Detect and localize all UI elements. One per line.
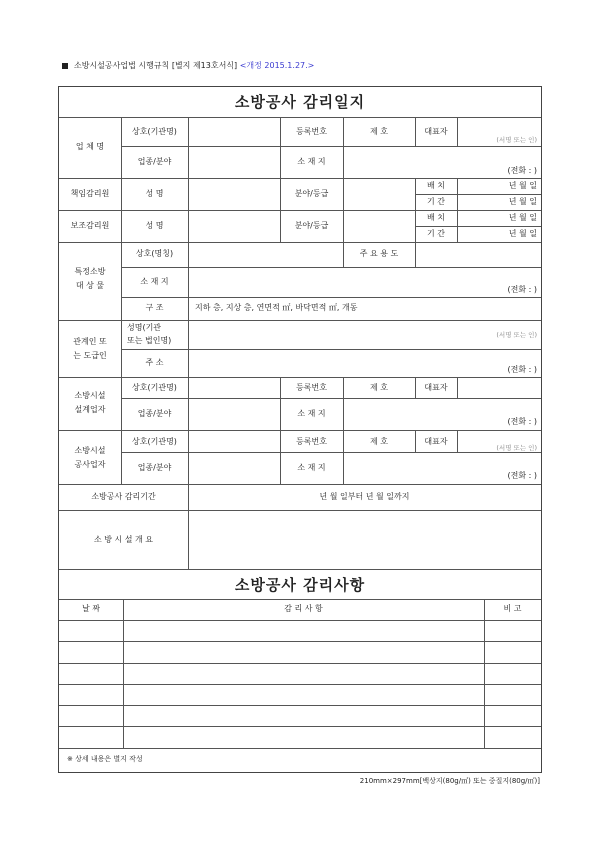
designer-type-label: 업종/분야 (137, 409, 172, 418)
designer-reg-value: 제 호 (370, 383, 388, 392)
rule (59, 684, 541, 685)
contractor-address-label: 소 재 지 (297, 157, 326, 166)
related-phone: (전화 : ) (507, 365, 537, 374)
rule (59, 242, 541, 243)
rule (59, 569, 541, 570)
rule (188, 377, 189, 484)
designer-reg-label: 등록번호 (296, 383, 327, 392)
rule (59, 620, 541, 621)
rule (121, 297, 541, 298)
rule (415, 226, 541, 227)
rule (59, 117, 541, 118)
rule (59, 641, 541, 642)
rule (59, 599, 541, 600)
form-title: 소방공사 감리일지 (234, 93, 366, 111)
inspection-period-value: 년 월 일부터 년 월 일까지 (319, 492, 410, 501)
inspection-period-label: 소방공사 감리기간 (91, 492, 156, 501)
chief-period-label: 기 간 (427, 197, 445, 206)
designer-label-line2: 설계업자 (74, 405, 106, 414)
related-label-line2: 는 도급인 (73, 351, 107, 360)
contractor-phone: (전화 : ) (507, 166, 537, 175)
rule (415, 242, 416, 267)
rule (59, 726, 541, 727)
constructor-reg-value: 제 호 (370, 437, 388, 446)
contractor-type-label: 업종/분야 (137, 157, 172, 166)
rule (188, 242, 189, 267)
target-name-label: 상호(명칭) (135, 249, 174, 258)
target-label-line1: 특정소방 (74, 267, 106, 276)
rule (457, 377, 458, 398)
rule (188, 297, 189, 320)
chief-supervisor-label: 책임감리원 (70, 189, 110, 198)
designer-label-line1: 소방시설 (74, 391, 106, 400)
target-structure-value: 지하 층, 지상 층, 연면적 ㎡, 바닥면적 ㎡, 개동 (195, 303, 358, 312)
rule (121, 117, 122, 484)
rule (188, 117, 189, 242)
inspection-log-form (58, 86, 542, 773)
constructor-rep-label: 대표자 (424, 437, 448, 446)
rule (59, 320, 541, 321)
assistant-period-label: 기 간 (427, 229, 445, 238)
constructor-reg-label: 등록번호 (296, 437, 327, 446)
contractor-section-label: 업 체 명 (75, 142, 105, 151)
column-content-header: 감 리 사 항 (284, 604, 323, 613)
contractor-rep-label: 대표자 (424, 127, 448, 136)
inspection-items-title: 소방공사 감리사항 (234, 576, 366, 594)
assistant-name-label: 성 명 (145, 221, 164, 230)
assistant-period-date: 년 월 일 (508, 229, 537, 238)
rule (121, 267, 541, 268)
designer-phone: (전화 : ) (507, 417, 537, 426)
contractor-reg-value: 제 호 (370, 127, 388, 136)
chief-assign-label: 배 치 (427, 181, 445, 190)
chief-period-date: 년 월 일 (508, 197, 537, 206)
rule (123, 599, 124, 748)
designer-name-label: 상호(기관명) (132, 383, 177, 392)
rule (59, 178, 541, 179)
assistant-assign-date: 년 월 일 (508, 213, 537, 222)
rule (59, 210, 541, 211)
target-use-label: 주 요 용 도 (359, 249, 399, 258)
target-phone: (전화 : ) (507, 285, 537, 294)
form-header (62, 60, 314, 71)
related-sign-note: (서명 또는 인) (496, 331, 537, 339)
constructor-label-line1: 소방시설 (74, 446, 106, 455)
related-label-line1: 관계인 또 (73, 337, 107, 346)
rule (59, 430, 541, 431)
target-label-line2: 대 상 물 (75, 281, 105, 290)
rule (121, 349, 541, 350)
facility-overview-label: 소 방 시 설 개 요 (93, 535, 154, 544)
rule (59, 377, 541, 378)
constructor-sign-note: (서명 또는 인) (496, 444, 537, 452)
contractor-sign-note: (서명 또는 인) (496, 136, 537, 144)
designer-rep-label: 대표자 (424, 383, 448, 392)
assistant-assign-label: 배 치 (427, 213, 445, 222)
column-date-header: 날 짜 (82, 604, 100, 613)
square-bullet-icon (62, 63, 68, 69)
rule (59, 663, 541, 664)
contractor-name-label: 상호(기관명) (132, 127, 177, 136)
rule (121, 146, 541, 147)
revision-link[interactable]: <개정 2015.1.27.> (239, 61, 315, 70)
target-address-label: 소 재 지 (140, 277, 169, 286)
paper-spec-footer: 210mm×297mm[백상지(80g/㎡) 또는 중질지(80g/㎡)] (359, 777, 540, 785)
rule (343, 377, 344, 484)
chief-name-label: 성 명 (145, 189, 164, 198)
rule (484, 599, 485, 748)
contractor-reg-label: 등록번호 (296, 127, 327, 136)
constructor-address-label: 소 재 지 (297, 463, 326, 472)
constructor-name-label: 상호(기관명) (132, 437, 177, 446)
detail-note: ※ 상세 내용은 별지 작성 (67, 755, 143, 763)
rule (121, 398, 541, 399)
rule (415, 194, 541, 195)
rule (59, 748, 541, 749)
assistant-supervisor-label: 보조감리원 (70, 221, 110, 230)
rule (59, 484, 541, 485)
rule (59, 705, 541, 706)
related-name-label-line2: 또는 법인명) (127, 336, 172, 345)
chief-assign-date: 년 월 일 (508, 181, 537, 190)
assistant-field-label: 분야/등급 (294, 221, 329, 230)
chief-field-label: 분야/등급 (294, 189, 329, 198)
rule (59, 510, 541, 511)
constructor-label-line2: 공사업자 (74, 460, 106, 469)
column-note-header: 비 고 (503, 604, 522, 613)
target-structure-label: 구 조 (145, 303, 164, 312)
constructor-phone: (전화 : ) (507, 471, 537, 480)
related-address-label: 주 소 (145, 358, 164, 367)
designer-address-label: 소 재 지 (297, 409, 326, 418)
related-name-label-line1: 성명(기관 (127, 323, 162, 332)
law-reference: 소방시설공사업법 시행규칙 [별지 제13호서식] (74, 61, 238, 70)
constructor-type-label: 업종/분야 (137, 463, 172, 472)
